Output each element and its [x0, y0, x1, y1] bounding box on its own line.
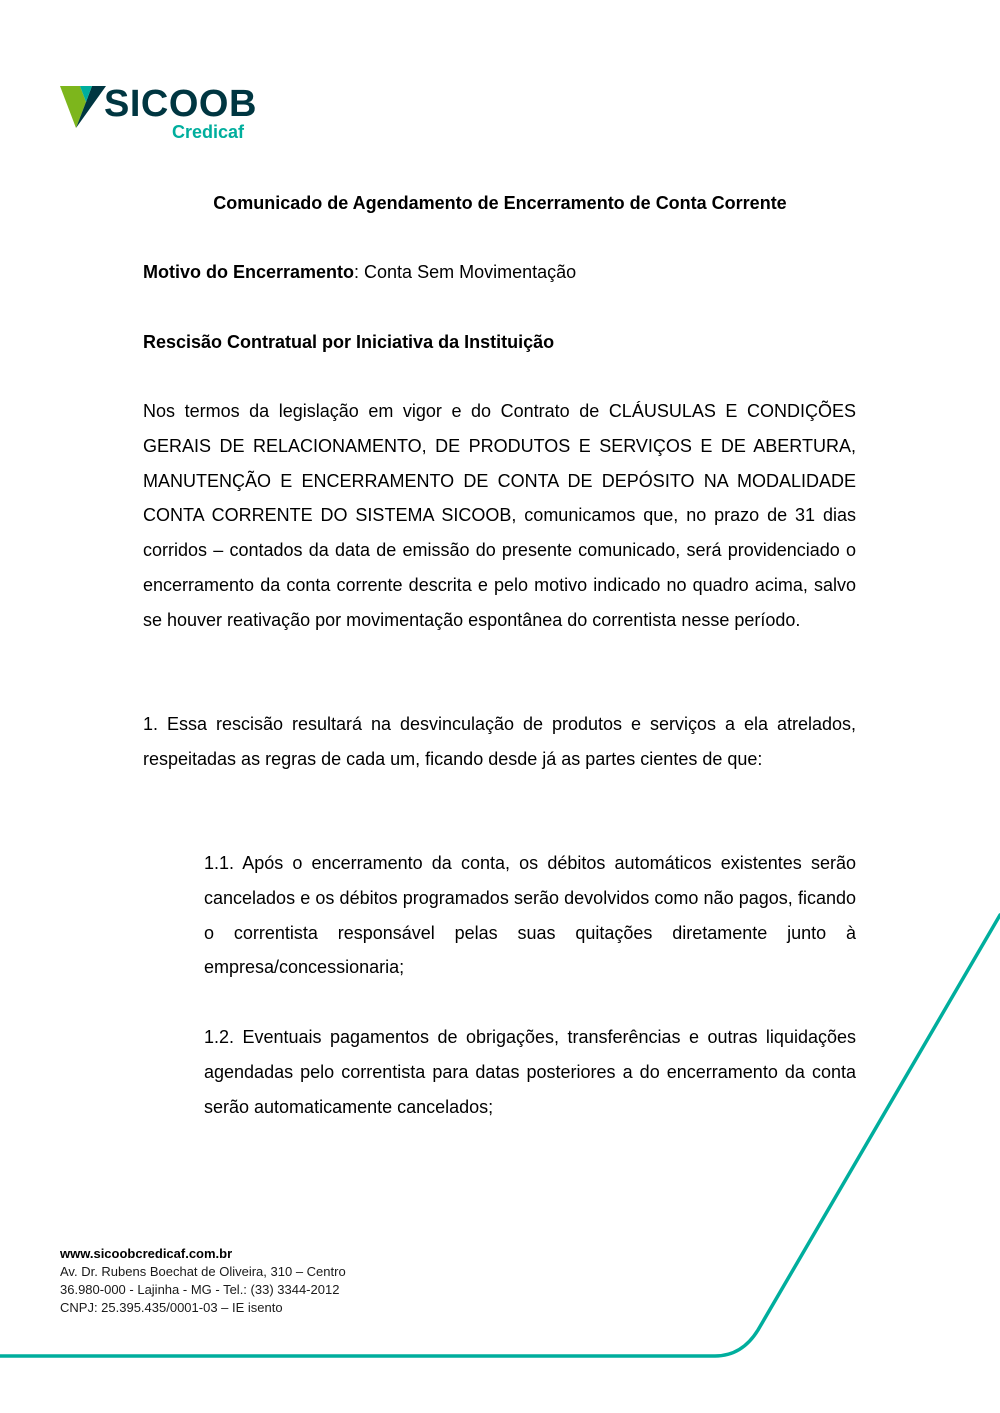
closure-reason-label: Motivo do Encerramento	[143, 262, 355, 282]
footer	[60, 1245, 346, 1317]
paragraph-main: Nos termos da legislação em vigor e do Contrato de CLÁUSULAS E CONDIÇÕES GERAIS DE RELACIONAMENTO, DE PRODUTOS E SERVIÇOS E DE ABERTURA, MANUTENÇÃO E ENCERRAMENTO DE CONTA DE DEPÓSITO NA MODALIDADE CONTA CORRENTE DO SISTEMA SICOOB, comunicamos que, no prazo de 31 dias corridos – contados da data de emissão do presente comunicado, será providenciado o encerramento da conta corrente descrita e pelo motivo indicado no quadro acima, salvo se houver reativação por movimentação espontânea do correntista nesse período.	[143, 401, 856, 630]
section-heading: Rescisão Contratual por Iniciativa da Instituição	[143, 332, 555, 352]
sicoob-mark-icon	[60, 84, 108, 130]
footer-cnpj: CNPJ: 25.395.435/0001-03 – IE isento	[60, 1300, 283, 1315]
footer-website[interactable]: www.sicoobcredicaf.com.br	[60, 1246, 233, 1261]
clause-1: 1. Essa rescisão resultará na desvinculação de produtos e serviços a ela atrelados, respeitadas as regras de cada um, ficando desde já as partes cientes de que:	[143, 714, 856, 769]
company-logo	[60, 84, 260, 144]
closure-reason	[143, 260, 856, 284]
clause-1-1: 1.1. Após o encerramento da conta, os débitos automáticos existentes serão cancelados e os débitos programados serão devolvidos como não pagos, ficando o correntista responsável pelas suas quitações diretamente junto à empresa/concessionaria;	[204, 853, 856, 978]
footer-address: Av. Dr. Rubens Boechat de Oliveira, 310 – Centro	[60, 1264, 346, 1279]
logo-name: SICOOB	[104, 83, 257, 125]
footer-city-phone: 36.980-000 - Lajinha - MG - Tel.: (33) 3344-2012	[60, 1282, 340, 1297]
closure-reason-value: : Conta Sem Movimentação	[354, 262, 577, 282]
logo-subtitle: Credicaf	[172, 122, 245, 142]
clause-1-2: 1.2. Eventuais pagamentos de obrigações, transferências e outras liquidações agendadas pelo correntista para datas posteriores a do encerramento da conta serão automaticamente cancelados;	[204, 1027, 856, 1117]
document-title: Comunicado de Agendamento de Encerramento de Conta Corrente	[213, 193, 787, 213]
